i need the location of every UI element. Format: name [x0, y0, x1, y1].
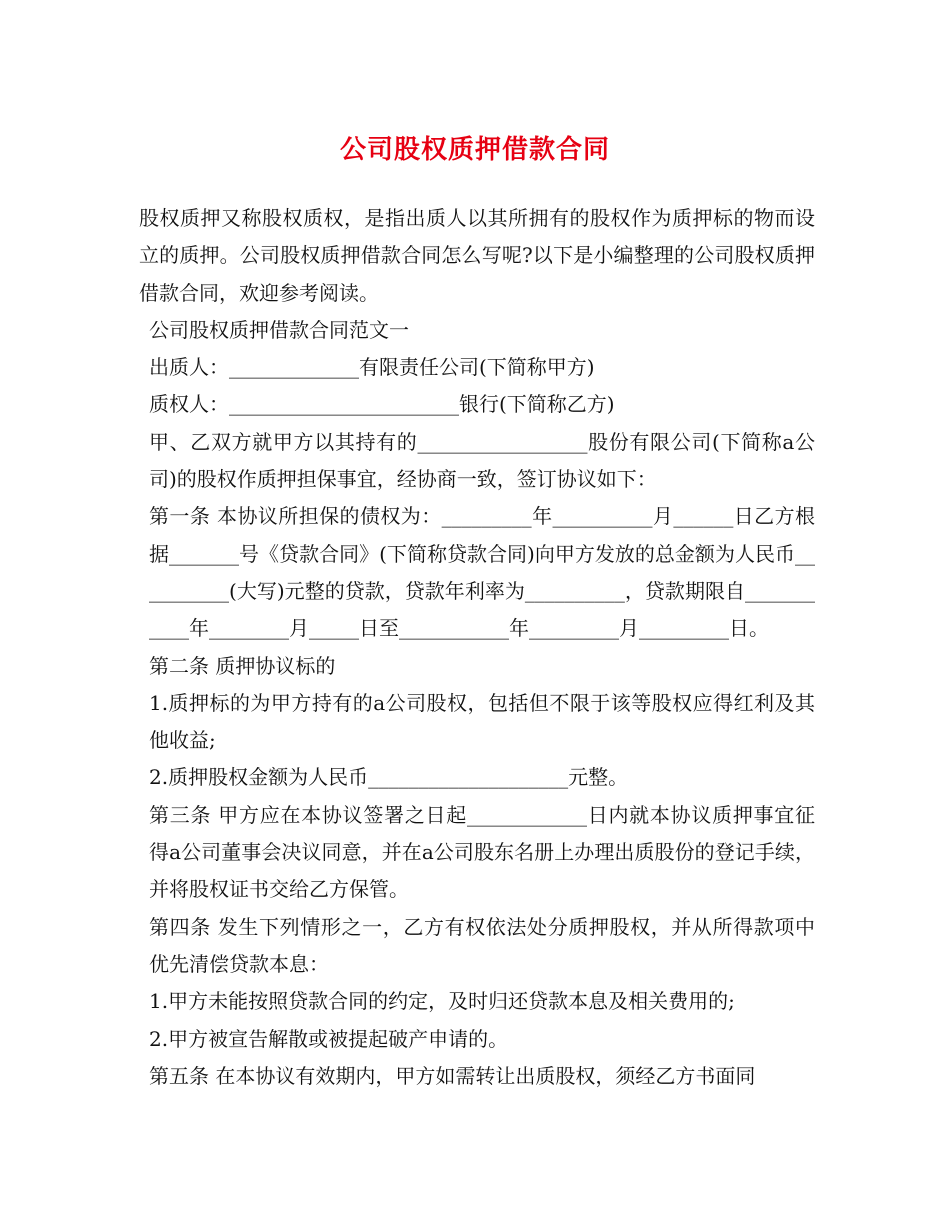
pledgor-line: 出质人：_____________有限责任公司(下简称甲方)	[149, 355, 595, 380]
article-4-item-1: 1.甲方未能按照贷款合同的约定，及时归还贷款本息及相关费用的;	[149, 989, 735, 1014]
preamble-paragraph: 甲、乙双方就甲方以其持有的_________________股份有限公司(下简称a公司)的股权作质押担保事宜，经协商一致，签订协议如下：	[149, 429, 815, 492]
article-3: 第三条 甲方应在本协议签署之日起____________日内就本协议质押事宜征得a公司董事会决议同意，并在a公司股东名册上办理出质股份的登记手续，并将股权证书交给乙方保管。	[149, 802, 815, 902]
article-2-item-1: 1.质押标的为甲方持有的a公司股权，包括但不限于该等股权应得红利及其他收益;	[149, 690, 815, 753]
article-2-heading: 第二条 质押协议标的	[149, 653, 336, 678]
article-2-item-2: 2.质押股权金额为人民币____________________元整。	[149, 765, 629, 790]
pledgee-line: 质权人：_______________________银行(下简称乙方)	[149, 392, 615, 417]
article-5: 第五条 在本协议有效期内，甲方如需转让出质股权，须经乙方书面同	[149, 1063, 756, 1088]
document-body	[139, 200, 815, 1095]
intro-paragraph: 股权质押又称股权质权，是指出质人以其所拥有的股权作为质押标的物而设立的质押。公司股权质押借款合同怎么写呢?以下是小编整理的公司股权质押借款合同，欢迎参考阅读。	[139, 206, 815, 305]
article-4: 第四条 发生下列情形之一，乙方有权依法处分质押股权，并从所得款项中优先清偿贷款本息：	[149, 914, 815, 976]
article-4-item-2: 2.甲方被宣告解散或被提起破产申请的。	[149, 1026, 509, 1051]
sample-heading: 公司股权质押借款合同范文一	[149, 317, 409, 342]
document-title: 公司股权质押借款合同	[339, 135, 610, 165]
article-1: 第一条 本协议所担保的债权为：_________年__________月______日乙方根据_______号《贷款合同》(下简称贷款合同)向甲方发放的总金额为人民币__________(大写)元整的贷款，贷款年利率为__________，贷款期限自___________年________月_____日至___________年_________月_________日。	[149, 504, 815, 641]
